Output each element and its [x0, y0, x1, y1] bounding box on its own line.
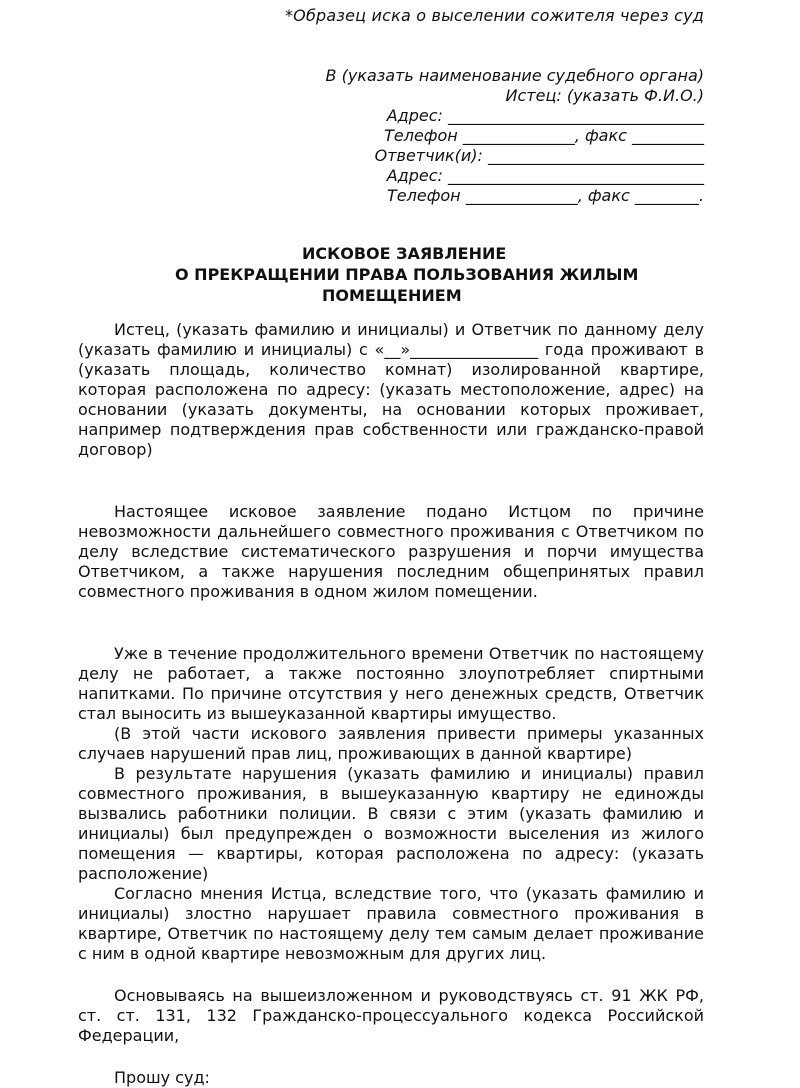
defendant-address-line: Адрес: ________________________________ — [386, 166, 704, 185]
plaintiff-line: Истец: (указать Ф.И.О.) — [505, 86, 704, 105]
plaintiff-address-line: Адрес: ________________________________ — [386, 106, 704, 125]
defendant-line: Ответчик(и): ___________________________ — [374, 146, 704, 165]
paragraph-request: Прошу суд: — [114, 1068, 210, 1087]
document-title — [140, 243, 700, 306]
sample-note: *Образец иска о выселении сожителя через суд — [284, 6, 704, 25]
paragraph-plaintiff-opinion: Согласно мнения Истца, вследствие того, что (указать фамилию и инициалы) злостно нарушает правила совместного проживания в квартире, Ответчик по настоящему делу тем самым делает проживание с ним в одной квартире невозможным для других лиц. — [78, 884, 704, 963]
defendant-phone-line: Телефон ______________, факс ________. — [387, 186, 704, 205]
plaintiff-phone-line: Телефон ______________, факс _________ — [384, 126, 704, 145]
paragraph-parties: Истец, (указать фамилию и инициалы) и Ответчик по данному делу (указать фамилию и инициалы) с «__»________________ года проживают в (указать площадь, количество комнат) изолированной квартире, которая расположена по адресу: (указать местоположение, адрес) на основании (указать документы, на основании которых проживает, например подтверждения прав собственности или гражданско-правой договор) — [78, 320, 704, 459]
paragraph-examples: (В этой части искового заявления привести примеры указанных случаев нарушений прав лиц, проживающих в данной квартире) — [78, 724, 704, 763]
document-header — [284, 66, 704, 206]
paragraph-defendant-behavior: Уже в течение продолжительного времени Ответчик по настоящему делу не работает, а также постоянно злоупотребляет спиртными напитками. По причине отсутствия у него денежных средств, Ответчик стал выносить из вышеуказанной квартиры имущество. — [78, 644, 704, 723]
title-line-3: ПОМЕЩЕНИЕМ — [322, 286, 462, 305]
title-line-1: ИСКОВОЕ ЗАЯВЛЕНИЕ — [302, 244, 507, 263]
paragraph-reason: Настоящее исковое заявление подано Истцом по причине невозможности дальнейшего совместного проживания с Ответчиком по делу вследствие систематического разрушения и порчи имущества Ответчиком, а также нарушения последним общепринятых правил совместного проживания в одном жилом помещении. — [78, 502, 704, 601]
court-line: В (указать наименование судебного органа) — [325, 66, 704, 85]
paragraph-legal-basis: Основываясь на вышеизложенном и руководствуясь ст. 91 ЖК РФ, ст. ст. 131, 132 Гражданско-процессуального кодекса Российской Федерации, — [78, 986, 704, 1045]
title-line-2: О ПРЕКРАЩЕНИИ ПРАВА ПОЛЬЗОВАНИЯ ЖИЛЫМ — [175, 265, 639, 284]
document-body — [78, 320, 704, 1088]
paragraph-police: В результате нарушения (указать фамилию и инициалы) правил совместного проживания, в вышеуказанную квартиру не единожды вызвались работники полиции. В связи с этим (указать фамилию и инициалы) был предупрежден о возможности выселения из жилого помещения — квартиры, которая расположена по адресу: (указать расположение) — [78, 764, 704, 883]
